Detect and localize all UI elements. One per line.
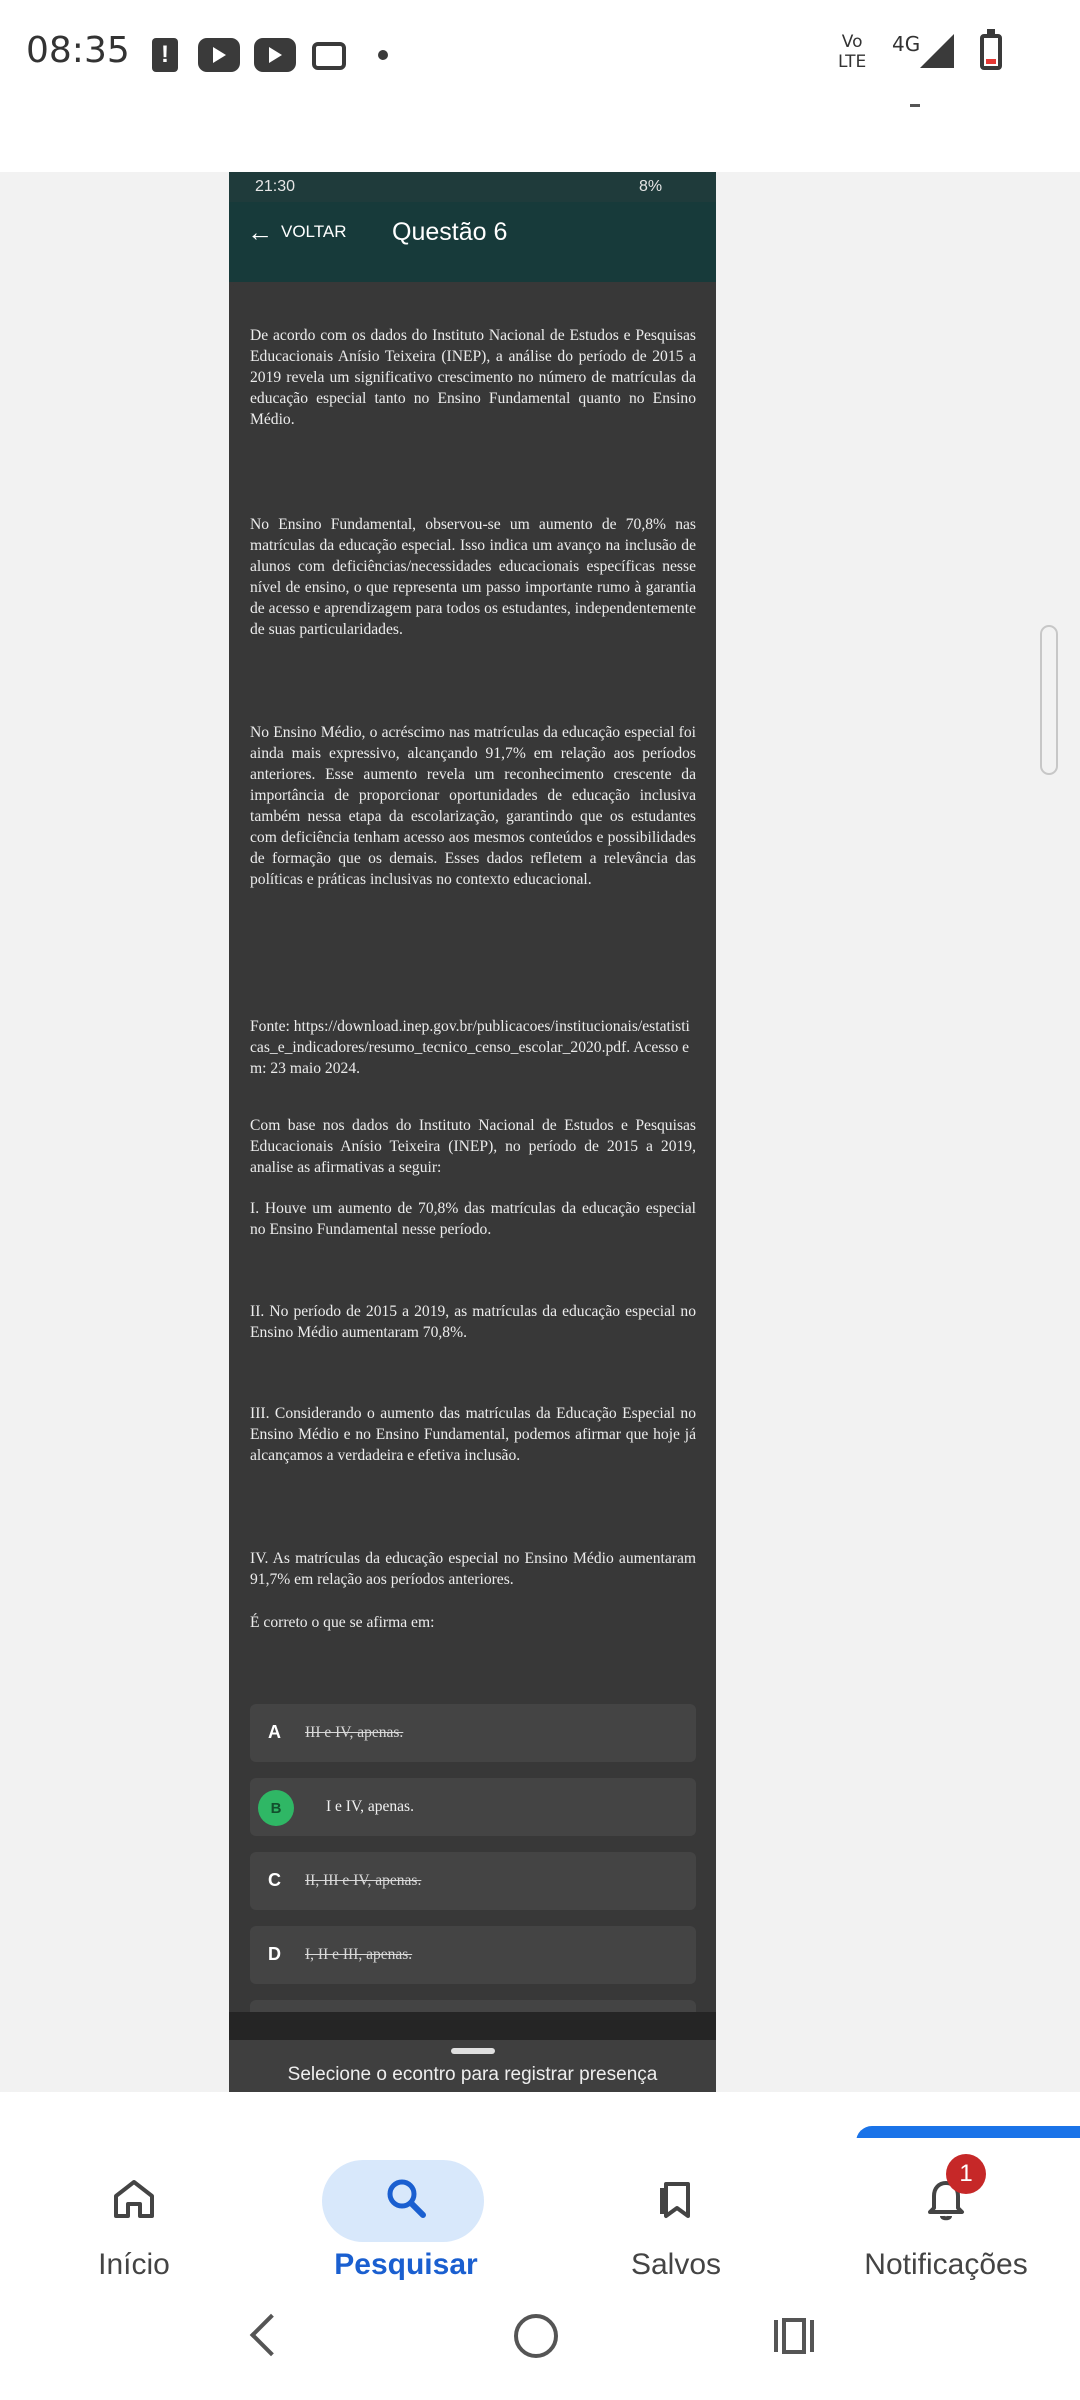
bottom-navigation: [0, 2138, 1080, 2400]
youtube-icon: [254, 38, 296, 72]
volte-line2: LTE: [838, 52, 867, 72]
card-footer-divider: [229, 2012, 716, 2040]
system-home-icon[interactable]: [514, 2314, 558, 2358]
nav-notificacoes[interactable]: [846, 2148, 1046, 2281]
notification-badge: 1: [946, 2154, 986, 2194]
option-d[interactable]: [250, 1926, 696, 1984]
option-text: I e IV, apenas.: [326, 1798, 414, 1815]
question-prompt: É correto o que se afirma em:: [250, 1614, 435, 1631]
question-card: [229, 282, 716, 2012]
option-letter: A: [268, 1722, 281, 1742]
statement-i: I. Houve um aumento de 70,8% das matrículas da educação especial no Ensino Fundamental nesse período.: [250, 1200, 696, 1238]
option-a[interactable]: [250, 1704, 696, 1762]
embedded-screenshot: [229, 172, 716, 2092]
network-type: 4G: [892, 32, 921, 56]
system-recents-icon[interactable]: [772, 2316, 816, 2356]
divider: [910, 104, 920, 107]
message-icon: [312, 42, 346, 70]
inner-status-bar: [229, 172, 716, 202]
bookmarks-icon: [648, 2170, 704, 2226]
option-b[interactable]: [250, 1778, 696, 1836]
statement-ii: II. No período de 2015 a 2019, as matrículas da educação especial no Ensino Médio aumentaram 70,8%.: [250, 1303, 696, 1341]
option-c[interactable]: [250, 1852, 696, 1910]
bottom-sheet-text: Selecione o econtro para registrar presença: [287, 2064, 658, 2085]
bottom-sheet[interactable]: [229, 2040, 716, 2092]
nav-label: Pesquisar: [334, 2248, 478, 2281]
option-letter: B: [258, 1790, 294, 1826]
inner-battery-level: 8%: [639, 178, 663, 195]
sheet-handle[interactable]: [451, 2048, 495, 2054]
nav-inicio[interactable]: [34, 2148, 234, 2281]
question-paragraph: No Ensino Médio, o acréscimo nas matrículas da educação especial foi ainda mais expressivo, alcançando 91,7% em relação aos períodos anteriores. Esse aumento revela um reconhecimento crescente da importância de proporcionar oportunidades de educação inclusiva também nessa etapa da escolarização, garantindo que os estudantes com deficiência tenham acesso aos mesmos conteúdos e possibilidades de formação que os demais. Esses dados refletem a relevância das políticas e práticas inclusivas no contexto educacional.: [250, 724, 696, 888]
home-icon: [106, 2170, 162, 2226]
source-reference: Fonte: https://download.inep.gov.br/publicacoes/institucionais/estatisticas_e_indicadores/resumo_tecnico_censo_escolar_2020.pdf. Acesso em: 23 maio 2024.: [250, 1018, 690, 1077]
status-bar: [0, 0, 1080, 110]
question-paragraph: Com base nos dados do Instituto Nacional de Estudos e Pesquisas Educacionais Anísio Teixeira (INEP), no período de 2015 a 2019, analise as afirmativas a seguir:: [250, 1117, 696, 1176]
status-time: 08:35: [26, 30, 130, 71]
volte-icon: [838, 32, 866, 72]
question-header: [229, 202, 716, 282]
question-paragraph: De acordo com os dados do Instituto Nacional de Estudos e Pesquisas Educacionais Anísio Teixeira (INEP), a análise do período de 2015 a 2019 revela um significativo crescimento no número de matrículas da educação especial tanto no Ensino Fundamental quanto no Ensino Médio.: [250, 327, 696, 428]
inner-status-time: 21:30: [255, 178, 296, 195]
youtube-icon: [198, 38, 240, 72]
question-title: Questão 6: [392, 218, 508, 246]
option-text: III e IV, apenas.: [305, 1724, 404, 1741]
statement-iv: IV. As matrículas da educação especial no Ensino Médio aumentaram 91,7% em relação aos períodos anteriores.: [250, 1550, 696, 1588]
nav-salvos[interactable]: [576, 2148, 776, 2281]
volte-line1: Vo: [841, 32, 863, 52]
option-text: I, II e III, apenas.: [305, 1946, 413, 1963]
nav-pesquisar[interactable]: [306, 2148, 506, 2281]
scrollbar[interactable]: [1040, 625, 1058, 775]
nav-label: Início: [98, 2248, 170, 2281]
alert-icon: !: [152, 38, 178, 72]
arrow-left-icon: ←: [247, 217, 273, 247]
option-letter: D: [268, 1944, 281, 1964]
search-icon: [378, 2170, 434, 2226]
nav-label: Salvos: [630, 2248, 722, 2281]
statement-iii: III. Considerando o aumento das matrículas da Educação Especial no Ensino Médio e no Ensino Fundamental, podemos afirmar que hoje já alcançamos a verdadeira e efetiva inclusão.: [250, 1405, 696, 1464]
dot-icon: [378, 50, 388, 60]
option-letter: C: [268, 1870, 281, 1890]
nav-label: Notificações: [864, 2248, 1028, 2281]
option-text: II, III e IV, apenas.: [305, 1872, 422, 1889]
battery-icon: [980, 34, 1002, 70]
signal-icon: [920, 34, 954, 68]
back-button[interactable]: [247, 217, 347, 247]
question-paragraph: No Ensino Fundamental, observou-se um aumento de 70,8% nas matrículas da educação especial. Isso indica um avanço na inclusão de alunos com deficiências/necessidades educacionais específicas nesse nível de ensino, o que representa um passo importante rumo à garantia de acesso e aprendizagem para todos os estudantes, independentemente de suas particularidades.: [250, 516, 696, 638]
back-label: VOLTAR: [281, 222, 347, 241]
